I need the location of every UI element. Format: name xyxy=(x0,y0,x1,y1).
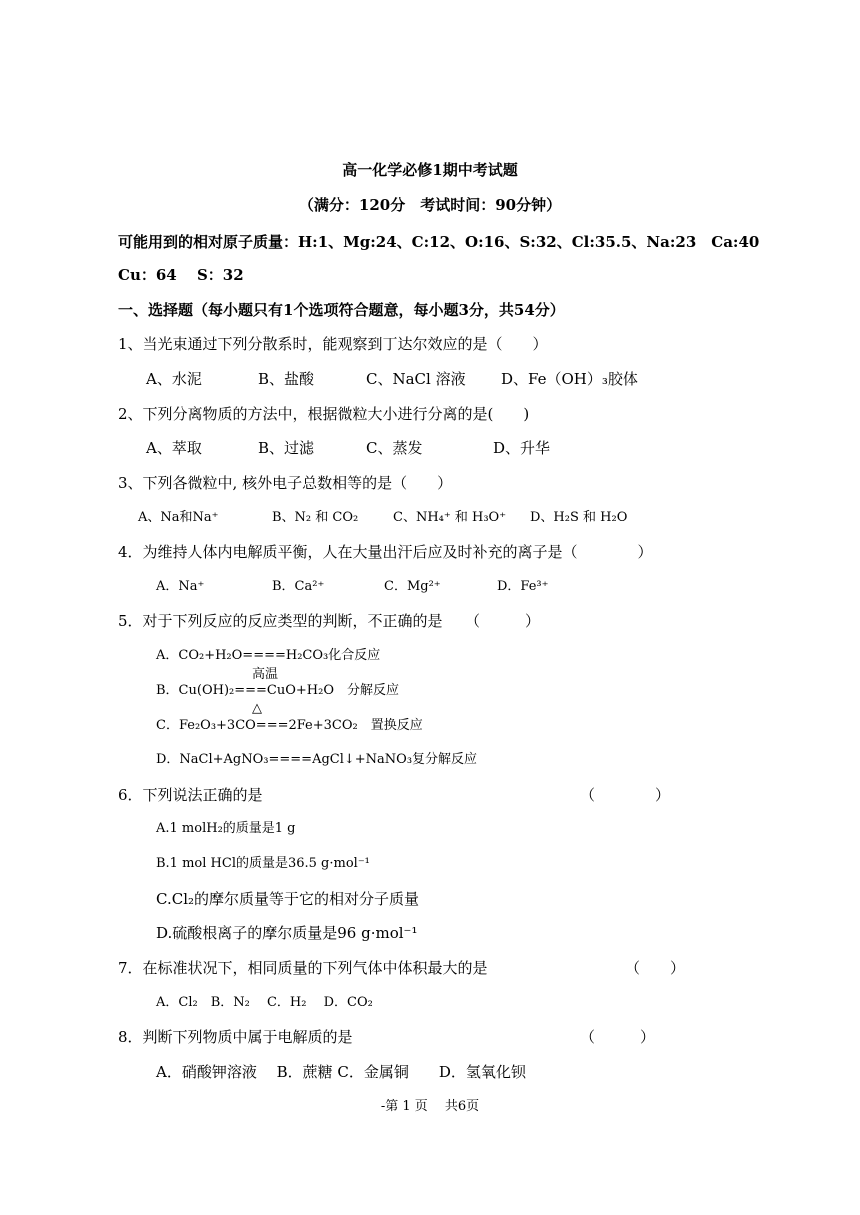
question-5-option-a: A．CO₂+H₂O====H₂CO₃化合反应 xyxy=(156,648,381,663)
question-1-option-b: B、盐酸 xyxy=(258,370,315,388)
question-3-stem: 3、下列各微粒中, 核外电子总数相等的是（ ） xyxy=(118,474,453,492)
question-4-stem: 4．为维持人体内电解质平衡，人在大量出汗后应及时补充的离子是（ ） xyxy=(118,543,653,561)
question-4-option-c: C．Mg²⁺ xyxy=(384,579,441,594)
atomic-masses-line-2: Cu：64 S：32 xyxy=(118,266,244,284)
question-2-option-d: D、升华 xyxy=(493,439,551,457)
question-8-stem: 8．判断下列物质中属于电解质的是 xyxy=(118,1028,353,1046)
question-4-option-b: B．Ca²⁺ xyxy=(272,579,325,594)
question-6-option-d: D.硫酸根离子的摩尔质量是96 g·mol⁻¹ xyxy=(156,924,418,942)
question-1-stem: 1、当光束通过下列分散系时，能观察到丁达尔效应的是（ ） xyxy=(118,335,548,353)
question-6-option-c: C.Cl₂的摩尔质量等于它的相对分子质量 xyxy=(156,890,419,908)
question-1-option-c: C、NaCl 溶液 xyxy=(366,370,466,388)
question-5-option-d: D．NaCl+AgNO₃====AgCl↓+NaNO₃复分解反应 xyxy=(156,752,478,767)
question-3-option-a: A、Na和Na⁺ xyxy=(138,510,219,525)
question-6-stem: 6．下列说法正确的是 xyxy=(118,786,263,804)
question-5-stem: 5．对于下列反应的反应类型的判断，不正确的是 （ ） xyxy=(118,612,541,630)
question-1-option-d: D、Fe（OH）₃胶体 xyxy=(501,370,638,388)
exam-subtitle: （满分：120分 考试时间：90分钟） xyxy=(298,196,562,214)
atomic-masses-line-1: 可能用到的相对原子质量：H:1、Mg:24、C:12、O:16、S:32、Cl:35.5、Na:23 Ca:40 xyxy=(118,233,760,251)
page-footer: -第 1 页 共6页 xyxy=(380,1099,480,1114)
question-7-answer-paren: （ ） xyxy=(625,959,686,977)
question-2-option-a: A、萃取 xyxy=(146,439,202,457)
question-3-option-c: C、NH₄⁺ 和 H₃O⁺ xyxy=(393,510,507,525)
question-8-answer-paren: （ ） xyxy=(580,1028,656,1046)
question-3-option-b: B、N₂ 和 CO₂ xyxy=(272,510,359,525)
question-4-option-d: D．Fe³⁺ xyxy=(497,579,549,594)
question-7-stem: 7．在标准状况下，相同质量的下列气体中体积最大的是 xyxy=(118,959,488,977)
question-5-option-c: C．Fe₂O₃+3CO===2Fe+3CO₂ 置换反应 xyxy=(156,718,423,733)
question-2-option-b: B、过滤 xyxy=(258,439,315,457)
question-6-option-b: B.1 mol HCl的质量是36.5 g·mol⁻¹ xyxy=(156,856,370,871)
section-heading: 一、选择题（每小题只有1个选项符合题意，每小题3分，共54分） xyxy=(118,301,565,319)
question-2-option-c: C、蒸发 xyxy=(366,439,423,457)
question-6-answer-paren: （ ） xyxy=(580,786,671,804)
question-1-option-a: A、水泥 xyxy=(146,370,202,388)
question-2-stem: 2、下列分离物质的方法中，根据微粒大小进行分离的是( ) xyxy=(118,405,530,423)
exam-title: 高一化学必修1期中考试题 xyxy=(342,161,518,179)
question-7-options: A．Cl₂ B．N₂ C．H₂ D．CO₂ xyxy=(156,995,373,1010)
question-8-options: A．硝酸钾溶液 B．蔗糖 C．金属铜 D．氢氧化钡 xyxy=(156,1063,526,1081)
question-4-option-a: A．Na⁺ xyxy=(156,579,205,594)
question-3-option-d: D、H₂S 和 H₂O xyxy=(530,510,628,525)
question-5-option-b: B．Cu(OH)₂===CuO+H₂O 分解反应 xyxy=(156,683,399,698)
reaction-condition-heat: △ xyxy=(252,701,262,716)
reaction-condition-high-temp: 高温 xyxy=(252,667,279,682)
question-6-option-a: A.1 molH₂的质量是1 g xyxy=(156,821,296,836)
